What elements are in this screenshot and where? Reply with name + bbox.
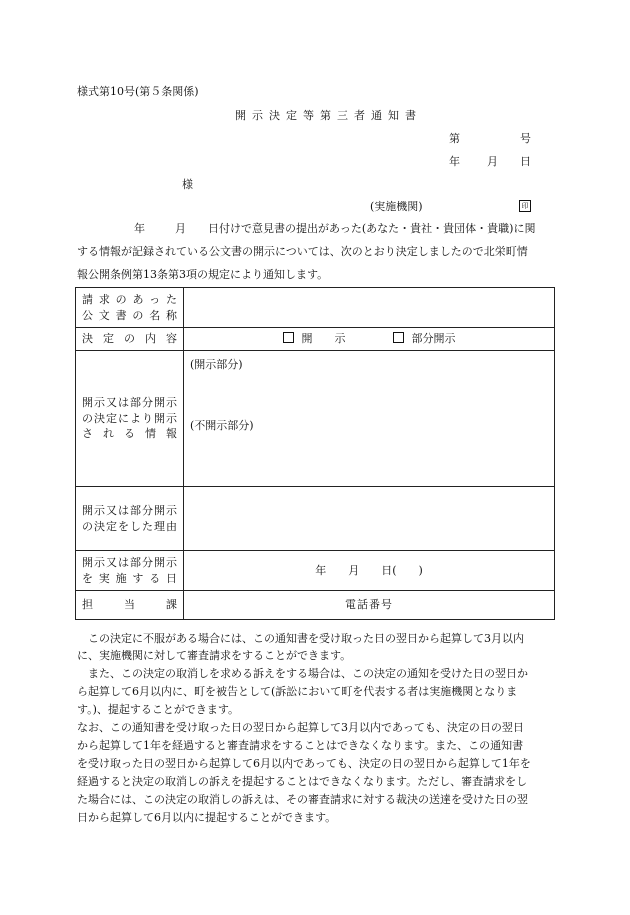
requested-document-field[interactable] (184, 288, 555, 328)
option-partial-label: 部分開示 (411, 332, 456, 346)
disclosed-info-field[interactable] (184, 351, 555, 487)
disclosed-info-label: 開示又は部分開示 の決定により開示 される情報 (76, 351, 184, 487)
intro-month: 月 (175, 222, 186, 235)
note-line: この決定に不服がある場合には、この通知書を受け取った日の翌日から起算して3月以内 (77, 632, 524, 645)
decision-reason-field[interactable] (184, 487, 555, 551)
document-title: 開示決定等第三者通知書 (235, 109, 422, 122)
note-line: す。)、提起することができます。 (77, 703, 240, 716)
date-day: 日 (520, 155, 531, 168)
department-label: 担当課 (76, 591, 184, 620)
number-suffix: 号 (520, 132, 531, 145)
table-row (76, 487, 555, 551)
intro-line-1-text: 日付けで意見書の提出があった(あなた・貴社・貴団体・貴職)に関 (208, 222, 536, 235)
form-number-label: 様式第10号(第５条関係) (77, 85, 199, 98)
table-row (76, 551, 555, 591)
intro-year: 年 (134, 222, 145, 235)
requested-document-label: 請求のあった 公文書の名称 (76, 288, 184, 328)
implementation-date-field[interactable]: 年 月 日( ) (184, 551, 555, 591)
phone-number-field[interactable]: 電話番号 (184, 591, 555, 620)
table-row (76, 288, 555, 328)
checkbox-full-disclosure[interactable] (283, 332, 294, 343)
note-line: に、実施機関に対して審査請求をすることができます。 (77, 649, 352, 662)
date-month: 月 (487, 155, 498, 168)
note-line: 経過すると決定の取消しの訴えを提起することはできなくなります。ただし、審査請求をし (77, 775, 528, 788)
option-full-label: 開 示 (301, 332, 346, 346)
intro-line-3: 報公開条例第13条第3項の規定により通知します。 (77, 268, 329, 281)
checkbox-partial-disclosure[interactable] (393, 332, 404, 343)
seal-mark: 印 (519, 200, 531, 212)
decision-options (184, 328, 555, 351)
date-year: 年 (449, 155, 460, 168)
decision-content-label: 決定の内容 (76, 328, 184, 351)
note-line: なお、この通知書を受け取った日の翌日から起算して3月以内であっても、決定の日の翌日 (77, 721, 524, 734)
note-line: また、この決定の取消しを求める訴えをする場合は、この決定の通知を受けた日の翌日か (77, 667, 528, 680)
table-row (76, 328, 555, 351)
undisclosed-part-label: (不開示部分) (190, 419, 254, 432)
intro-line-2: する情報が記録されている公文書の開示については、次のとおり決定しましたので北栄町情 (77, 245, 528, 258)
note-line: を受け取った日の翌日から起算して6月以内であっても、決定の日の翌日から起算して1年を (77, 757, 531, 770)
note-line: ら起算して6月以内に、町を被告として(訴訟において町を代表する者は実施機関となりま (77, 685, 518, 698)
table-row (76, 351, 555, 487)
issue-date-line (449, 156, 531, 167)
note-line: 日から起算して6月以内に提起することができます。 (77, 811, 337, 824)
agency-label: (実施機関) (370, 200, 423, 213)
addressee-honorific: 様 (182, 178, 193, 191)
note-line: から起算して1年を経過すると審査請求をすることはできなくなります。また、この通知書 (77, 739, 524, 752)
decision-table (75, 287, 555, 620)
implementation-date-label: 開示又は部分開示 を実施する日 (76, 551, 184, 591)
disclosed-part-label: (開示部分) (190, 358, 243, 371)
note-line: た場合には、この決定の取消しの訴えは、その審査請求に対する裁決の送達を受けた日の翌 (77, 793, 528, 806)
decision-reason-label: 開示又は部分開示 の決定をした理由 (76, 487, 184, 551)
table-row (76, 591, 555, 620)
number-prefix: 第 (449, 132, 460, 145)
document-number-line (449, 133, 531, 144)
